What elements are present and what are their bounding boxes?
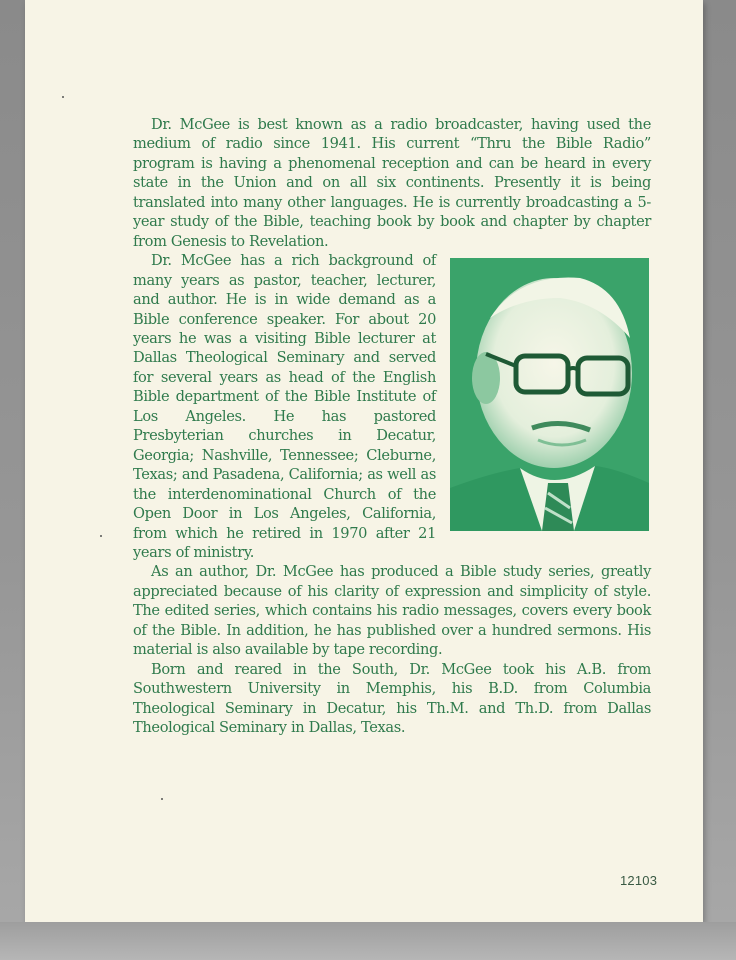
author-portrait-photo <box>450 258 649 531</box>
portrait-illustration <box>450 258 649 531</box>
stock-number: 12103 <box>620 873 658 888</box>
paragraph-radio: Dr. McGee is best known as a radio broadcaster, having used the medium of radio since 1941. His current “Thru the Bible Radio” program is having a phenomenal reception and can be heard in every state in the Union and on all six continents. Presently it is being translated into many other languages. He is currently broadcasting a 5-year study of the Bible, teaching book by book and chapter by chapter from Genesis to Revelation. <box>133 116 651 250</box>
background-surface <box>0 922 736 960</box>
paper-speck <box>100 535 102 537</box>
paragraph-education: Born and reared in the South, Dr. McGee took his A.B. from Southwestern University in Memphis, his B.D. from Columbia Theological Seminary in Decatur, his Th.M. and Th.D. from Dallas Theological Seminary in Dallas, Texas. <box>133 660 651 737</box>
biography-text <box>133 115 651 738</box>
paper-speck <box>62 96 64 98</box>
paragraph-author: As an author, Dr. McGee has produced a Bible study series, greatly appreciated because of his clarity of expression and simplicity of style. The edited series, which contains his radio messages, covers every book of the Bible. In addition, he has published over a hundred sermons. His material is also available by tape recording. <box>133 563 651 659</box>
paper-speck <box>161 798 163 800</box>
book-back-cover <box>25 0 703 922</box>
paragraph-background: Dr. McGee has a rich background of many years as pastor, teacher, lecturer, and author. He is in wide demand as a Bible conference speaker. For about 20 years he was a visiting Bible lecturer at Dallas Theological Seminary and served for several years as head of the English Bible department of the Bible Institute of Los Angeles. He has pastored Presbyterian churches in Decatur, Georgia; Nashville, Tennessee; Cleburne, Texas; and Pasadena, California; as well as the interdenominational Church of the Open Door in Los Angeles, California, from which he retired in 1970 after 21 years of ministry. <box>133 252 436 561</box>
